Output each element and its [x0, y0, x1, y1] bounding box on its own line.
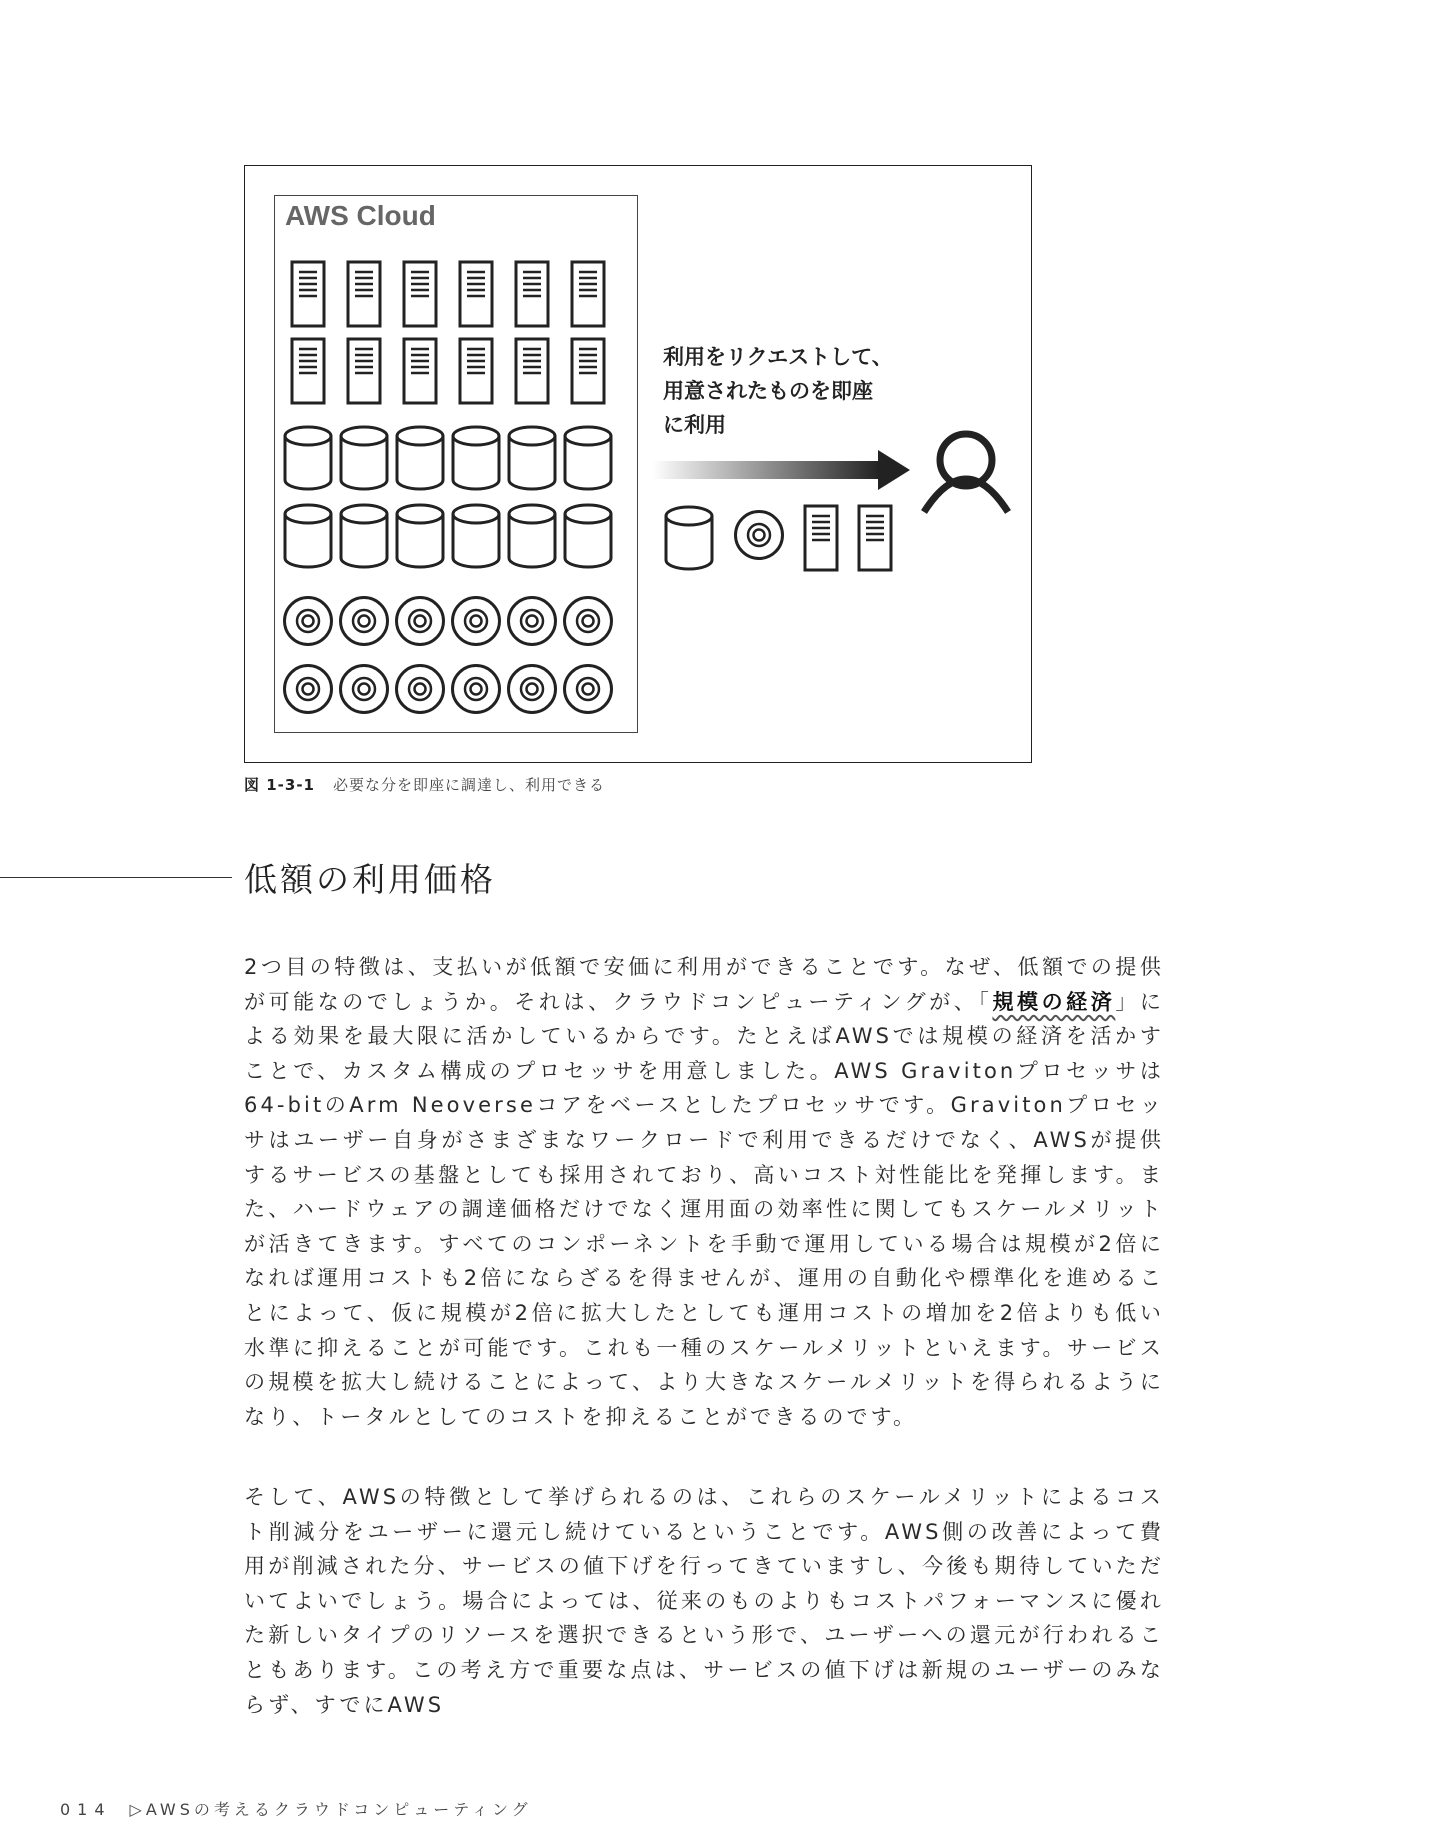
server-icon: [348, 339, 380, 403]
database-icon: [565, 505, 611, 567]
paragraph-text: 2つ目の特徴は、支払いが低額で安価に利用ができることです。なぜ、低額での提供が可能なのでしょうか。それは、クラウドコンピューティングが、「: [244, 955, 1164, 1014]
server-icon: [404, 339, 436, 403]
server-icon: [572, 262, 604, 326]
disk-icon: [509, 666, 556, 713]
database-icon: [285, 427, 331, 489]
database-icon: [509, 427, 555, 489]
database-icon: [397, 427, 443, 489]
request-annotation: [663, 340, 893, 442]
server-icon: [292, 339, 324, 403]
disk-icon: [397, 598, 444, 645]
server-icon: [516, 262, 548, 326]
section-heading: 低額の利用価格: [244, 860, 496, 899]
disk-icon: [285, 598, 332, 645]
server-icon: [404, 262, 436, 326]
caption-number: 図 1-3-1: [244, 776, 315, 794]
disk-icon: [453, 598, 500, 645]
database-icon: [509, 505, 555, 567]
disk-icon: [453, 666, 500, 713]
figure-illustration: [0, 0, 1433, 900]
server-icon: [292, 262, 324, 326]
page-footer: [60, 1797, 532, 1820]
database-icon: [666, 507, 712, 569]
figure-caption: [244, 774, 605, 795]
paragraph-text: 」による効果を最大限に活かしているからです。たとえばAWSでは規模の経済を活かすことで、カスタム構成のプロセッサを用意しました。AWS Gravitonプロセッサは64-bitのArm Neoverseコアをベースとしたプロセッサです。Gravitonプロセッサはユーザー自身がさまざまなワークロードで利用できるだけでなく、AWSが提供するサービスの基盤としても採用されており、高いコスト対性能比を発揮します。また、ハードウェアの調達価格だけでなく運用面の効率性に関してもスケールメリットが活きてきます。すべてのコンポーネントを手動で運用している場合は規模が2倍になれば運用コストも2倍にならざるを得ませんが、運用の自動化や標準化を進めることによって、仮に規模が2倍に拡大したとしても運用コストの増加を2倍よりも低い水準に抑えることが可能です。これも一種のスケールメリットといえます。サービスの規模を拡大し続けることによって、より大きなスケールメリットを得られるようになり、トータルとしてのコストを抑えることができるのです。: [244, 989, 1165, 1429]
server-icon: [572, 339, 604, 403]
section-rule: [0, 877, 232, 878]
disk-icon: [565, 598, 612, 645]
database-icon: [285, 505, 331, 567]
disk-icon: [565, 666, 612, 713]
database-icon: [453, 427, 499, 489]
database-icon: [397, 505, 443, 567]
disk-icon: [341, 666, 388, 713]
server-icon: [460, 339, 492, 403]
page-number: 014: [60, 1800, 112, 1819]
disk-icon: [509, 598, 556, 645]
request-line-3: に利用: [663, 413, 726, 437]
server-icon: [516, 339, 548, 403]
server-icon: [805, 506, 837, 570]
arrow-right-icon: [652, 450, 910, 490]
server-icon: [460, 262, 492, 326]
server-icon: [859, 506, 891, 570]
body-paragraph-2: そして、AWSの特徴として挙げられるのは、これらのスケールメリットによるコスト削減分をユーザーに還元し続けているということです。AWS側の改善によって費用が削減された分、サービスの値下げを行ってきていますし、今後も期待していただいてよいでしょう。場合によっては、従来のものよりもコストパフォーマンスに優れた新しいタイプのリソースを選択できるという形で、ユーザーへの還元が行われることもあります。この考え方で重要な点は、サービスの値下げは新規のユーザーのみならず、すでにAWS: [244, 1485, 1164, 1717]
chapter-title: ▷AWSの考えるクラウドコンピューティング: [129, 1800, 532, 1819]
aws-cloud-label: AWS Cloud: [285, 200, 436, 231]
disk-icon: [736, 512, 783, 559]
database-icon: [341, 427, 387, 489]
database-icon: [453, 505, 499, 567]
user-icon: [924, 434, 1008, 512]
delivered-resources: [666, 506, 891, 570]
body-paragraph-1: [244, 950, 1164, 1434]
database-icon: [565, 427, 611, 489]
disk-icon: [285, 666, 332, 713]
caption-text: 必要な分を即座に調達し、利用できる: [333, 776, 606, 794]
disk-icon: [397, 666, 444, 713]
database-icon: [341, 505, 387, 567]
server-icon: [348, 262, 380, 326]
disk-icon: [341, 598, 388, 645]
request-line-1: 利用をリクエストして、: [663, 345, 893, 369]
request-line-2: 用意されたものを即座: [663, 379, 873, 403]
emphasis-term: 規模の経済: [992, 989, 1116, 1014]
